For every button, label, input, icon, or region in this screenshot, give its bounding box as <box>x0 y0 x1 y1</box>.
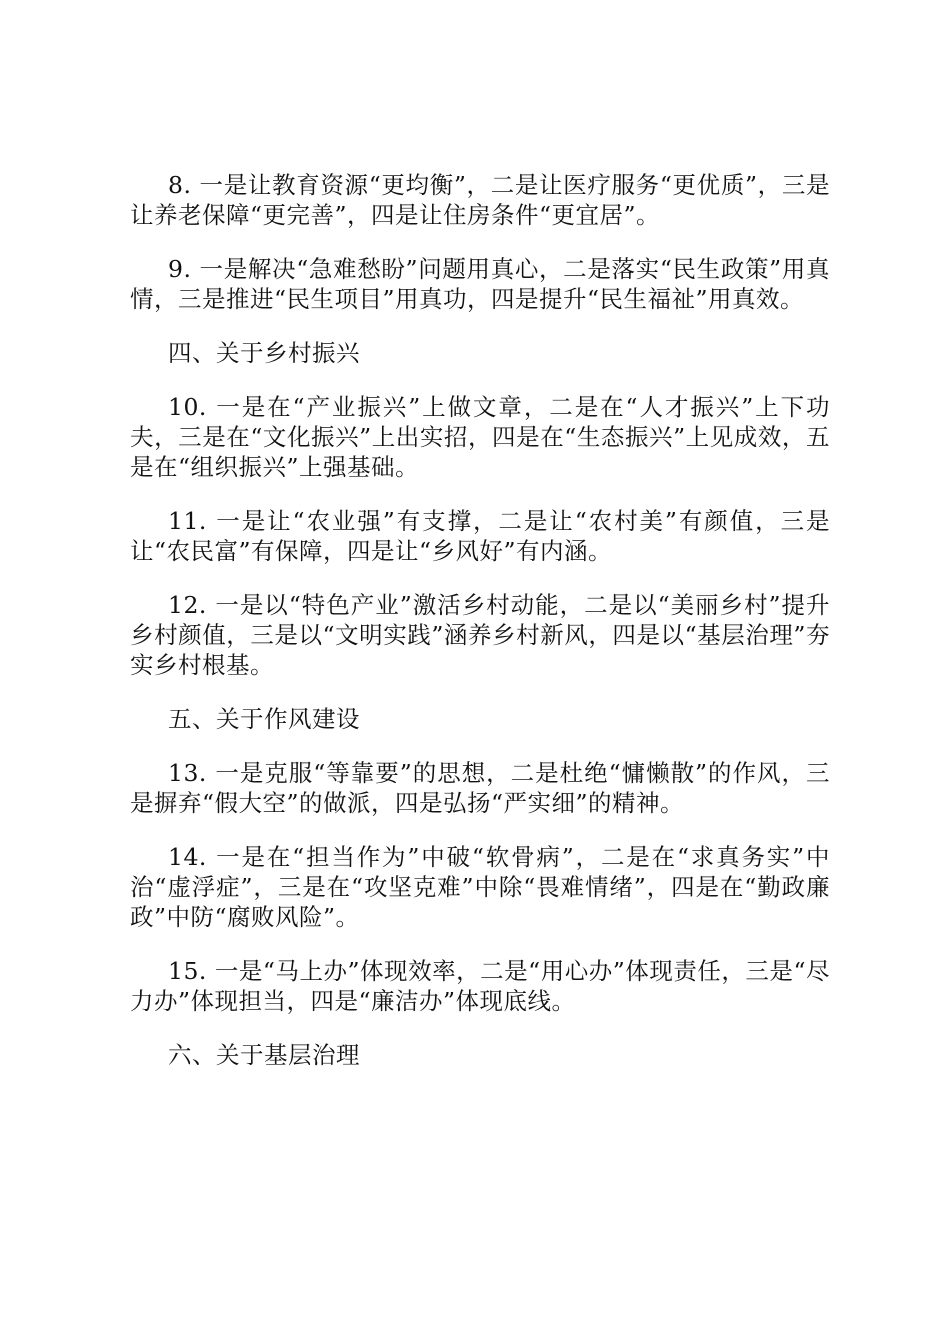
section-heading-grassroots-governance: 六、关于基层治理 <box>168 1041 360 1069</box>
paragraph-15: 15. 一是“马上办”体现效率，二是“用心办”体现责任，三是“尽力办”体现担当，四是“廉洁办”体现底线。 <box>130 957 830 1015</box>
paragraph-12: 12. 一是以“特色产业”激活乡村动能，二是以“美丽乡村”提升乡村颜值，三是以“文明实践”涵养乡村新风，四是以“基层治理”夯实乡村根基。 <box>130 591 830 679</box>
section-heading-rural-revitalization: 四、关于乡村振兴 <box>168 339 360 367</box>
section-heading-work-style: 五、关于作风建设 <box>168 705 360 733</box>
paragraph-9: 9. 一是解决“急难愁盼”问题用真心，二是落实“民生政策”用真情，三是推进“民生项目”用真功，四是提升“民生福祉”用真效。 <box>130 255 830 313</box>
document-page <box>130 170 830 1094</box>
paragraph-8: 8. 一是让教育资源“更均衡”，二是让医疗服务“更优质”，三是让养老保障“更完善”，四是让住房条件“更宜居”。 <box>130 171 830 229</box>
paragraph-13: 13. 一是克服“等靠要”的思想，二是杜绝“慵懒散”的作风，三是摒弃“假大空”的做派，四是弘扬“严实细”的精神。 <box>130 759 830 817</box>
paragraph-11: 11. 一是让“农业强”有支撑，二是让“农村美”有颜值，三是让“农民富”有保障，四是让“乡风好”有内涵。 <box>130 507 830 565</box>
paragraph-10: 10. 一是在“产业振兴”上做文章，二是在“人才振兴”上下功夫，三是在“文化振兴”上出实招，四是在“生态振兴”上见成效，五是在“组织振兴”上强基础。 <box>130 393 830 481</box>
paragraph-14: 14. 一是在“担当作为”中破“软骨病”，二是在“求真务实”中治“虚浮症”，三是在“攻坚克难”中除“畏难情绪”，四是在“勤政廉政”中防“腐败风险”。 <box>130 843 830 931</box>
